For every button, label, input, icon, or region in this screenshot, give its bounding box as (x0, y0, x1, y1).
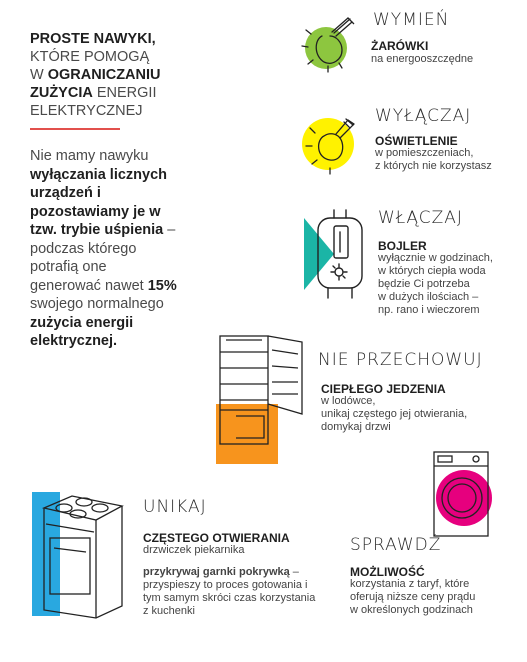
title-boiler: BOJLER (378, 239, 427, 253)
intro-title-line-4a: ZUŻYCIA (30, 85, 93, 101)
desc-oven-2-rest: – przyspieszy to proces gotowania i tym samym skróci czas korzystania z kuchenki (143, 566, 316, 617)
desc-tariff-3: w określonych godzinach (350, 604, 473, 616)
intro-title-line-3b: OGRANICZANIU (47, 67, 161, 83)
desc-lighting-2: z których nie korzystasz (375, 160, 492, 172)
heading-replace: WYMIEŃ (373, 10, 450, 30)
intro-body-1: Nie mamy nawyku (30, 148, 149, 164)
intro-body (30, 147, 180, 351)
desc-warm-food-1: w lodówce, (321, 395, 376, 407)
fridge-icon (214, 334, 306, 466)
desc-oven-2-bold: przykrywaj garnki pokrywką (143, 566, 290, 578)
title-warm-food: CIEPŁEGO JEDZENIA (321, 382, 446, 396)
energy-saving-bulb-icon (298, 10, 364, 74)
intro-body-6: zużycia energii elektrycznej. (30, 314, 134, 349)
heading-dont-store: NIE PRZECHOWUJ (318, 350, 483, 370)
intro-title-line-2: KTÓRE POMOGĄ (30, 49, 150, 65)
desc-warm-food-3: domykaj drzwi (321, 421, 391, 433)
intro-title-line-5: ELEKTRYCZNEJ (30, 103, 143, 119)
intro-body-2: wyłączania licznych urządzeń i pozostawiamy je w tzw. trybie uśpienia (30, 166, 168, 238)
heading-avoid: UNIKAJ (143, 497, 207, 517)
desc-boiler-5: np. rano i wieczorem (378, 304, 480, 316)
intro-title-line-3a: W (30, 67, 48, 83)
intro-body-5: swojego normalnego (30, 296, 164, 312)
title-bulbs: ŻARÓWKI (371, 39, 429, 53)
heading-turn-off: WYŁĄCZAJ (375, 106, 472, 126)
intro-body-4: 15% (147, 277, 177, 294)
desc-boiler-4: w dużych ilościach – (378, 291, 479, 303)
title-possibility: MOŻLIWOŚĆ (350, 565, 425, 579)
intro-title-line-4b: ENERGII (92, 85, 157, 101)
desc-bulbs: na energooszczędne (371, 53, 474, 65)
heading-check: SPRAWDŹ (350, 535, 442, 555)
desc-boiler-1: wyłącznie w godzinach, (378, 252, 493, 264)
title-lighting: OŚWIETLENIE (375, 134, 458, 148)
desc-boiler-2: w których ciepła woda (378, 265, 486, 277)
desc-boiler-3: będzie Ci potrzeba (378, 278, 470, 290)
desc-lighting-1: w pomieszczeniach, (375, 147, 474, 159)
desc-tariff-2: oferują niższe ceny prądu (350, 591, 476, 603)
red-divider (30, 128, 120, 130)
intro-body-3: – podczas którego potrafią one generować nawet (30, 222, 176, 294)
light-bulb-icon (298, 106, 370, 178)
title-frequent-opening: CZĘSTEGO OTWIERANIA (143, 531, 290, 545)
desc-oven-2 (143, 566, 318, 618)
intro-title (30, 30, 180, 120)
oven-icon (32, 488, 128, 620)
desc-oven-1: drzwiczek piekarnika (143, 544, 245, 556)
washing-machine-icon (428, 448, 500, 540)
desc-warm-food-2: unikaj częstego jej otwierania, (321, 408, 468, 420)
water-heater-icon (304, 210, 374, 306)
intro-title-line-1: PROSTE NAWYKI, (30, 31, 156, 47)
desc-tariff-1: korzystania z taryf, które (350, 578, 470, 590)
heading-turn-on: WŁĄCZAJ (378, 208, 463, 228)
